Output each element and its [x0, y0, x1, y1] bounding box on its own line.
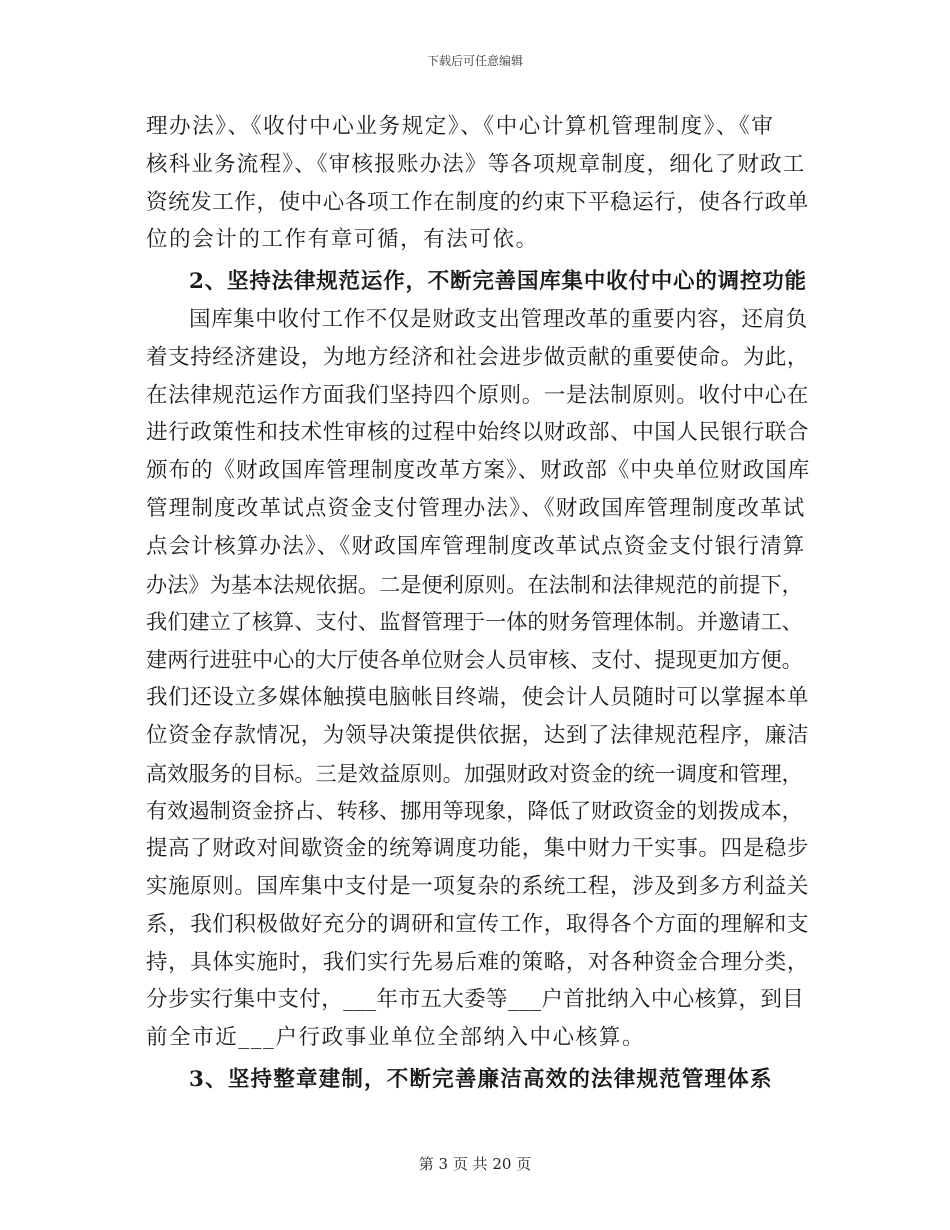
body-line: 分步实行集中支付，___年市五大委等___户首批纳入中心核算，到目 [146, 987, 805, 1013]
body-line: 我们还设立多媒体触摸电脑帐目终端，使会计人员随时可以掌握本单 [146, 684, 810, 710]
body-line: 国库集中收付工作不仅是财政支出管理改革的重要内容，还肩负 [189, 306, 808, 332]
body-line: 理办法》、《收付中心业务规定》、《中心计算机管理制度》、《审 [146, 114, 775, 139]
section-heading-3: 3、坚持整章建制，不断完善廉洁高效的法律规范管理体系 [189, 1066, 773, 1092]
page-footer: 第 3 页 共 20 页 [418, 1155, 532, 1173]
body-line: 实施原则。国库集中支付是一项复杂的系统工程，涉及到多方利益关 [146, 873, 810, 899]
body-line: 有效遏制资金挤占、转移、挪用等现象，降低了财政资金的划拨成本， [146, 798, 803, 824]
body-line: 位资金存款情况，为领导决策提供依据，达到了法律规范程序，廉洁 [146, 722, 810, 748]
body-line: 着支持经济建设，为地方经济和社会进步做贡献的重要使命。为此， [146, 344, 810, 370]
body-line: 资统发工作，使中心各项工作在制度的约束下平稳运行，使各行政单 [146, 189, 810, 215]
body-line: 系，我们积极做好充分的调研和宣传工作，取得各个方面的理解和支 [146, 911, 810, 937]
body-line: 位的会计的工作有章可循，有法可依。 [146, 227, 539, 253]
page-header: 下载后可任意编辑 [426, 54, 523, 68]
body-line: 高效服务的目标。三是效益原则。加强财政对资金的统一调度和管理， [146, 760, 803, 786]
body-line: 提高了财政对间歇资金的统筹调度功能，集中财力干实事。四是稳步 [146, 836, 810, 862]
body-line: 进行政策性和技术性审核的过程中始终以财政部、中国人民银行联合 [146, 420, 810, 446]
body-line: 颁布的《财政国库管理制度改革方案》、财政部《中央单位财政国库 [146, 458, 811, 484]
body-line: 持，具体实施时，我们实行先易后难的策略，对各种资金合理分类， [146, 949, 810, 975]
body-line: 办法》为基本法规依据。二是便利原则。在法制和法律规范的前提下， [146, 571, 803, 597]
document-body [146, 108, 810, 1099]
body-line: 在法律规范运作方面我们坚持四个原则。一是法制原则。收付中心在 [146, 382, 810, 408]
body-line: 点会计核算办法》、《财政国库管理制度改革试点资金支付银行清算 [146, 533, 806, 559]
body-line: 前全市近___户行政事业单位全部纳入中心核算。 [146, 1025, 646, 1051]
section-heading-2: 2、坚持法律规范运作，不断完善国库集中收付中心的调控功能 [189, 269, 807, 295]
body-line: 建两行进驻中心的大厅使各单位财会人员审核、支付、提现更加方便。 [146, 647, 803, 673]
body-line: 核科业务流程》、《审核报账办法》等各项规章制度，细化了财政工 [146, 151, 806, 177]
body-line: 管理制度改革试点资金支付管理办法》、《财政国库管理制度改革试 [146, 495, 806, 521]
body-line: 我们建立了核算、支付、监督管理于一体的财务管理体制。并邀请工、 [146, 609, 803, 635]
